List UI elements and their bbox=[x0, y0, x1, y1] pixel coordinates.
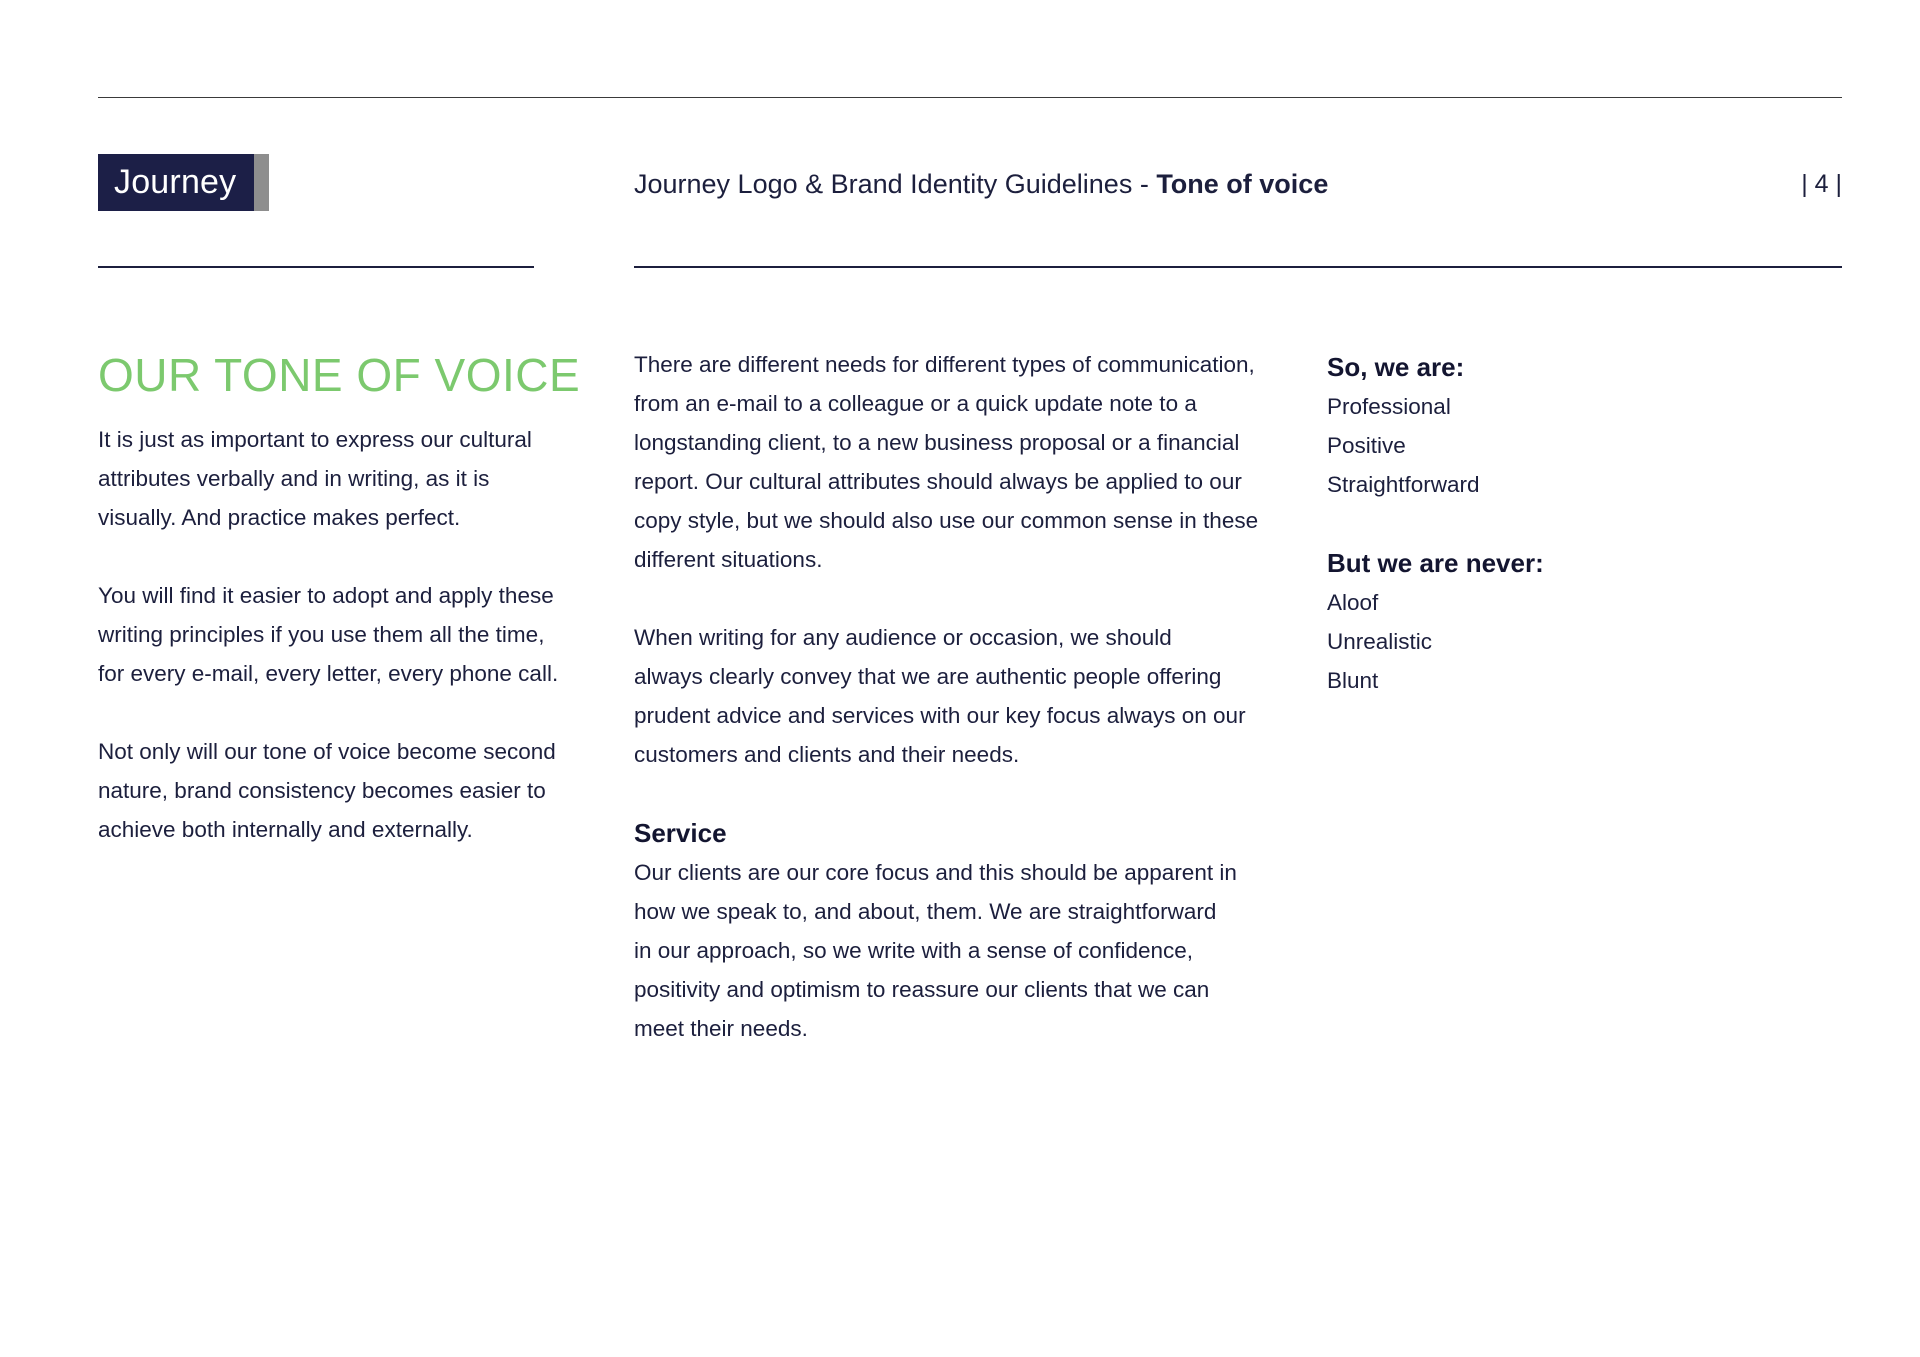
document-title bbox=[634, 166, 1328, 202]
list-item: Professional bbox=[1327, 394, 1451, 419]
intro-paragraph-3: Not only will our tone of voice become second nature, brand consistency becomes easier to achieve both internally and externally. bbox=[98, 739, 556, 842]
intro-paragraph-2: You will find it easier to adopt and apply these writing principles if you use them all the time, for every e-mail, every letter, every phone call. bbox=[98, 583, 559, 686]
we-are-heading: So, we are: bbox=[1327, 352, 1465, 382]
list-item: Straightforward bbox=[1327, 472, 1480, 497]
document-title-section: Tone of voice bbox=[1156, 169, 1329, 199]
document-title-prefix: Journey Logo & Brand Identity Guidelines - bbox=[634, 169, 1157, 199]
list-item: Unrealistic bbox=[1327, 629, 1433, 654]
right-column bbox=[1327, 347, 1777, 700]
middle-column bbox=[634, 345, 1274, 1048]
page-number: | 4 | bbox=[1801, 170, 1842, 198]
section-heading: OUR TONE OF VOICE bbox=[98, 349, 581, 401]
left-column bbox=[98, 420, 568, 849]
list-item: Aloof bbox=[1327, 590, 1379, 615]
list-item: Positive bbox=[1327, 433, 1406, 458]
top-divider bbox=[98, 97, 1842, 98]
service-paragraph: Our clients are our core focus and this should be apparent in how we speak to, and about, them. We are straightforward in our approach, so we write with a sense of confidence, positivity and optimism to reassure our clients that we can meet their needs. bbox=[634, 860, 1237, 1041]
body-paragraph-1: There are different needs for different types of communication, from an e-mail to a colleague or a quick update note to a longstanding client, to a new business proposal or a financial report. Our cultural attributes should always be applied to our copy style, but we should also use our common sense in these different situations. bbox=[634, 352, 1259, 572]
right-header-divider bbox=[634, 266, 1842, 268]
never-heading: But we are never: bbox=[1327, 548, 1544, 578]
logo-wordmark: Journey bbox=[98, 154, 254, 211]
intro-paragraph-1: It is just as important to express our cultural attributes verbally and in writing, as it is visually. And practice makes perfect. bbox=[98, 427, 532, 530]
left-header-divider bbox=[98, 266, 534, 268]
list-item: Blunt bbox=[1327, 668, 1379, 693]
body-paragraph-2: When writing for any audience or occasion, we should always clearly convey that we are authentic people offering prudent advice and services with our key focus always on our customers and clients and their needs. bbox=[634, 625, 1246, 767]
we-are-list bbox=[1327, 387, 1777, 504]
logo-side-bar bbox=[254, 154, 269, 211]
never-list bbox=[1327, 583, 1777, 700]
service-heading: Service bbox=[634, 818, 727, 848]
journey-logo bbox=[98, 154, 269, 211]
